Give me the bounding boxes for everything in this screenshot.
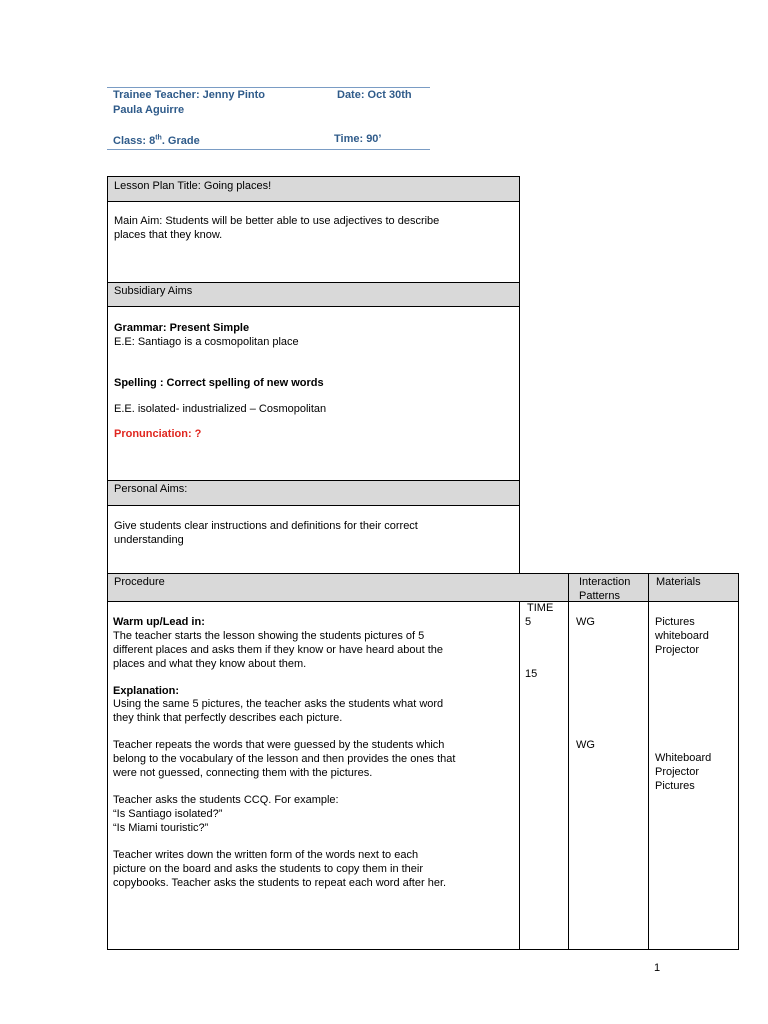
main-aim-line-2: places that they know. <box>114 229 223 241</box>
warmup-line-3: places and what they know about them. <box>113 658 307 670</box>
ccq-line-1: Teacher asks the students CCQ. For example: <box>113 794 339 806</box>
subsidiary-aims-cell <box>107 306 520 481</box>
grammar-example: E.E: Santiago is a cosmopolitan place <box>114 336 299 348</box>
personal-aims-cell <box>107 505 520 574</box>
writes-line-1: Teacher writes down the written form of the words next to each <box>113 849 419 861</box>
time-column-divider <box>519 601 520 950</box>
warmup-line-2: different places and asks them if they know or have heard about the <box>113 644 443 656</box>
lesson-time: Time: 90’ <box>334 133 382 145</box>
repeat-line-2: belong to the vocabulary of the lesson and then provides the ones that <box>113 753 456 765</box>
subsidiary-aims-heading: Subsidiary Aims <box>114 285 193 297</box>
repeat-line-3: were not guessed, connecting them with the pictures. <box>113 767 373 779</box>
ccq-line-3: “Is Miami touristic?” <box>113 822 209 834</box>
personal-aims-heading: Personal Aims: <box>114 483 188 495</box>
interaction-explanation: WG <box>576 739 595 751</box>
page-number: 1 <box>654 962 661 974</box>
materials-column-divider <box>648 601 649 950</box>
materials-warmup: Pictures whiteboard Projector <box>655 616 709 656</box>
writes-line-2: picture on the board and asks the students to copy them in their <box>113 863 424 875</box>
explanation-line-2: they think that perfectly describes each picture. <box>113 712 343 724</box>
pronunciation-aim: Pronunciation: ? <box>114 428 202 440</box>
repeat-line-1: Teacher repeats the words that were guessed by the students which <box>113 739 445 751</box>
spelling-aim: Spelling : Correct spelling of new words <box>114 377 324 389</box>
header-bottom-rule <box>107 149 430 150</box>
materials-explanation: Whiteboard Projector Pictures <box>655 752 712 792</box>
personal-aim-line-2: understanding <box>114 534 184 546</box>
interaction-column-divider <box>568 601 569 950</box>
trainee-teacher-second: Paula Aguirre <box>113 104 185 116</box>
ccq-line-2: “Is Santiago isolated?” <box>113 808 223 820</box>
time-warmup: 5 <box>525 616 532 628</box>
lesson-date: Date: Oct 30th <box>337 89 412 101</box>
lesson-title-row <box>107 176 520 202</box>
main-aim-line-1: Main Aim: Students will be better able to use adjectives to describe <box>114 215 440 227</box>
writes-line-3: copybooks. Teacher asks the students to repeat each word after her. <box>113 877 447 889</box>
subsidiary-aims-row <box>107 282 520 307</box>
header-divider-2 <box>648 573 649 602</box>
trainee-teacher: Trainee Teacher: Jenny Pinto <box>113 89 266 101</box>
interaction-warmup: WG <box>576 616 595 628</box>
header-divider-1 <box>568 573 569 602</box>
personal-aims-row <box>107 480 520 506</box>
warmup-heading: Warm up/Lead in: <box>113 616 205 628</box>
warmup-line-1: The teacher starts the lesson showing the students pictures of 5 <box>113 630 425 642</box>
explanation-line-1: Using the same 5 pictures, the teacher asks the students what word <box>113 698 444 710</box>
interaction-heading: Interaction Patterns <box>579 576 631 602</box>
grammar-aim: Grammar: Present Simple <box>114 322 250 334</box>
procedure-header-row <box>107 573 739 602</box>
lesson-title: Lesson Plan Title: Going places! <box>114 180 272 192</box>
class-grade: Class: 8th. Grade <box>113 134 200 147</box>
personal-aim-line-1: Give students clear instructions and definitions for their correct <box>114 520 418 532</box>
time-explanation: 15 <box>525 668 538 680</box>
explanation-heading: Explanation: <box>113 685 180 697</box>
materials-heading: Materials <box>656 576 701 588</box>
main-aim-cell <box>107 201 520 283</box>
spelling-example: E.E. isolated- industrialized – Cosmopolitan <box>114 403 327 415</box>
procedure-heading: Procedure <box>114 576 165 588</box>
time-label: TIME <box>527 602 554 614</box>
